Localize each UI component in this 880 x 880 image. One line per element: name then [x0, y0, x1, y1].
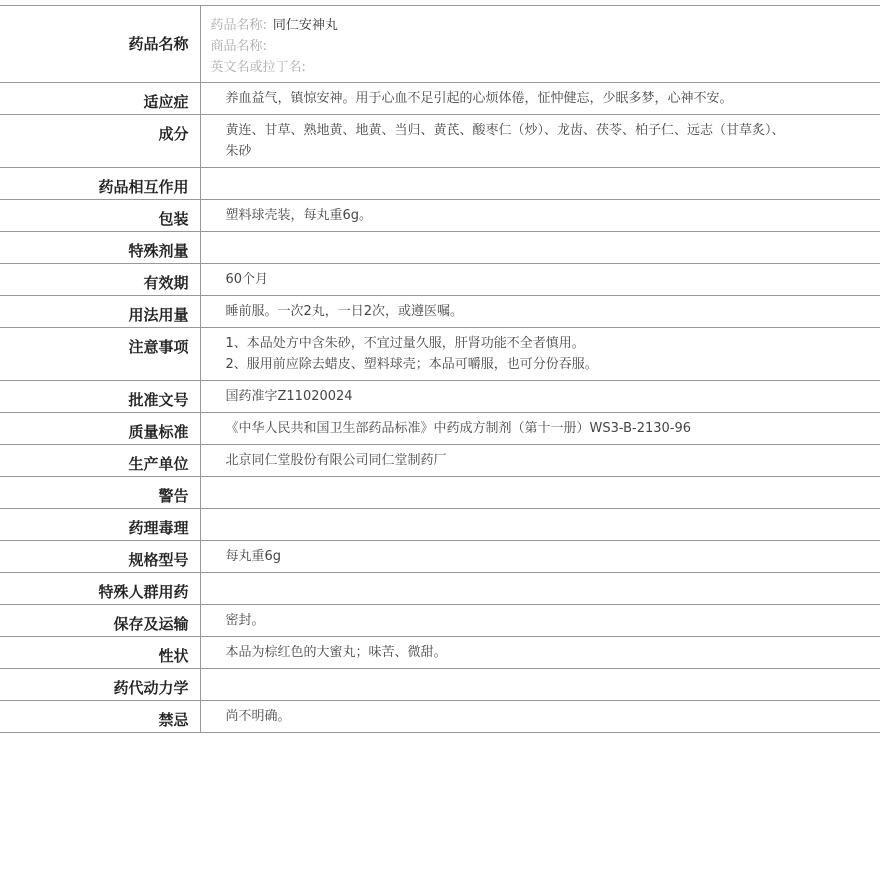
row-label: 保存及运输: [113, 615, 189, 633]
row-label: 药理毒理: [128, 519, 189, 537]
value-cell: [200, 573, 880, 605]
label-cell: [0, 168, 200, 200]
label-cell: [0, 477, 200, 509]
row-value: 密封。: [225, 613, 265, 628]
table-row-special-populations: [0, 573, 880, 605]
row-value: [226, 168, 791, 178]
table-row-pharmacology: [0, 509, 880, 541]
value-cell: [200, 509, 880, 541]
row-value: 尚不明确。: [225, 709, 291, 724]
table-row-approval-number: [0, 381, 880, 413]
name-line-trade: [211, 36, 880, 57]
name-line-generic: [211, 15, 880, 36]
label-cell: [0, 232, 200, 264]
table-row-drug-name: [0, 6, 880, 83]
row-label: 禁忌: [158, 711, 189, 729]
table-row-quality-standard: [0, 413, 880, 445]
label-cell: [0, 445, 200, 477]
value-cell: [200, 637, 880, 669]
table-row-manufacturer: [0, 445, 880, 477]
name-value: 同仁安神丸: [272, 18, 338, 33]
label-cell: [0, 6, 200, 83]
row-label: 质量标准: [128, 423, 189, 441]
name-key: 英文名或拉丁名:: [210, 60, 306, 75]
table-row-specification: [0, 541, 880, 573]
table-row-interactions: [0, 168, 880, 200]
row-value: 北京同仁堂股份有限公司同仁堂制药厂: [225, 453, 447, 468]
label-cell: [0, 264, 200, 296]
name-key: 商品名称:: [210, 39, 267, 54]
row-label: 特殊人群用药: [98, 583, 189, 601]
row-value: 养血益气，镇惊安神。用于心血不足引起的心烦体倦，怔忡健忘，少眠多梦，心神不安。: [225, 91, 733, 106]
label-cell: [0, 296, 200, 328]
row-label: 药代动力学: [113, 679, 189, 697]
table-row-special-dosage: [0, 232, 880, 264]
name-line-english: [211, 57, 880, 78]
value-cell: [200, 328, 880, 381]
row-value: [226, 477, 791, 487]
label-cell: [0, 541, 200, 573]
value-cell: [200, 701, 880, 733]
row-value: 塑料球壳装，每丸重6g。: [225, 208, 373, 223]
row-value: [226, 328, 791, 380]
value-cell: [200, 605, 880, 637]
value-cell: [200, 477, 880, 509]
value-cell: [200, 168, 880, 200]
label-cell: [0, 328, 200, 381]
row-label: 有效期: [143, 274, 189, 292]
value-cell: [200, 115, 880, 168]
table-row-storage: [0, 605, 880, 637]
table-row-usage: [0, 296, 880, 328]
value-cell: [200, 6, 880, 83]
label-cell: [0, 381, 200, 413]
row-value: [226, 509, 791, 519]
row-label: 注意事项: [128, 338, 189, 356]
value-cell: [200, 232, 880, 264]
label-cell: [0, 413, 200, 445]
value-cell: [200, 669, 880, 701]
row-value: 睡前服。一次2丸，一日2次，或遵医嘱。: [225, 304, 464, 319]
table-row-contraindications: [0, 701, 880, 733]
value-cell: [200, 541, 880, 573]
precaution-line: 2、服用前应除去蜡皮、塑料球壳；本品可嚼服，也可分份吞服。: [225, 357, 598, 372]
row-label: 批准文号: [128, 391, 189, 409]
row-label: 警告: [158, 487, 189, 505]
precaution-line: 1、本品处方中含朱砂，不宜过量久服，肝肾功能不全者慎用。: [225, 336, 585, 351]
label-cell: [0, 573, 200, 605]
value-cell: [200, 200, 880, 232]
row-label: 适应症: [143, 93, 189, 111]
value-cell: [200, 264, 880, 296]
row-label: 性状: [158, 647, 189, 665]
row-value: [226, 573, 791, 583]
row-value: 国药准字Z11020024: [225, 389, 353, 404]
row-label: 特殊剂量: [128, 242, 189, 260]
row-value: [226, 232, 791, 242]
row-label: 用法用量: [128, 306, 189, 324]
name-key: 药品名称:: [210, 18, 267, 33]
label-cell: [0, 701, 200, 733]
table-row-indications: [0, 83, 880, 115]
row-label: 药品名称: [128, 35, 189, 53]
row-label: 包装: [158, 210, 189, 228]
row-label: 生产单位: [128, 455, 189, 473]
label-cell: [0, 669, 200, 701]
label-cell: [0, 509, 200, 541]
label-cell: [0, 83, 200, 115]
value-cell: [200, 296, 880, 328]
row-value: 每丸重6g: [225, 549, 282, 564]
row-value: 60个月: [225, 272, 269, 287]
value-cell: [200, 83, 880, 115]
row-label: 药品相互作用: [98, 178, 189, 196]
table-row-description: [0, 637, 880, 669]
value-cell: [200, 381, 880, 413]
drug-info-table: [0, 5, 880, 733]
row-value: 本品为棕红色的大蜜丸；味苦、微甜。: [225, 645, 447, 660]
row-label: 成分: [158, 125, 189, 143]
label-cell: [0, 115, 200, 168]
table-row-ingredients: [0, 115, 880, 168]
label-cell: [0, 637, 200, 669]
row-value: 黄连、甘草、熟地黄、地黄、当归、黄芪、酸枣仁（炒）、龙齿、茯苓、柏子仁、远志（甘草炙）、朱砂: [225, 123, 785, 159]
label-cell: [0, 200, 200, 232]
row-value: [226, 669, 791, 679]
table-row-shelf-life: [0, 264, 880, 296]
table-row-precautions: [0, 328, 880, 381]
row-label: 规格型号: [128, 551, 189, 569]
table-row-packaging: [0, 200, 880, 232]
label-cell: [0, 605, 200, 637]
row-value: 《中华人民共和国卫生部药品标准》中药成方制剂（第十一册）WS3-B-2130-96: [225, 421, 692, 436]
table-row-warning: [0, 477, 880, 509]
value-cell: [200, 445, 880, 477]
table-row-pharmacokinetics: [0, 669, 880, 701]
value-cell: [200, 413, 880, 445]
